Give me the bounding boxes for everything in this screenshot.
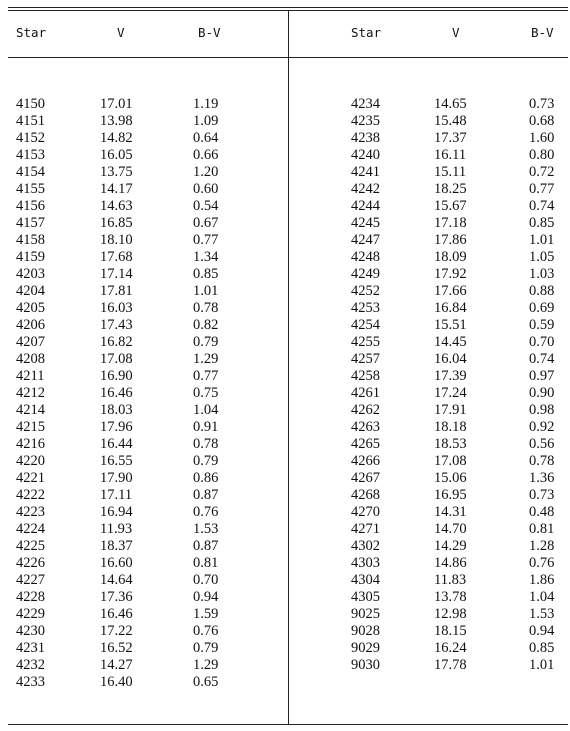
bv-color-cell: 1.29 [193, 351, 219, 367]
bv-color-cell: 1.03 [529, 266, 555, 282]
bv-color-cell: 1.01 [529, 232, 555, 248]
bv-color-cell: 0.74 [529, 351, 555, 367]
bv-color-cell: 1.53 [529, 606, 555, 622]
bv-color-cell: 0.94 [529, 623, 555, 639]
table-row [289, 368, 570, 385]
v-mag-cell: 17.22 [100, 623, 133, 639]
table-row [0, 504, 288, 521]
bv-color-cell: 1.09 [193, 113, 219, 129]
v-mag-cell: 17.24 [434, 385, 467, 401]
v-mag-cell: 18.25 [434, 181, 467, 197]
v-mag-cell: 16.05 [100, 147, 133, 163]
v-mag-cell: 18.53 [434, 436, 467, 452]
table-row [0, 657, 288, 674]
table-row [0, 640, 288, 657]
star-id-cell: 4206 [16, 317, 45, 333]
bv-color-cell: 0.79 [193, 453, 219, 469]
bv-color-cell: 0.77 [193, 368, 219, 384]
v-mag-cell: 15.06 [434, 470, 467, 486]
table-row [289, 113, 570, 130]
v-mag-cell: 18.09 [434, 249, 467, 265]
bv-color-cell: 0.67 [193, 215, 219, 231]
table-row [289, 198, 570, 215]
bv-color-cell: 0.98 [529, 402, 555, 418]
star-id-cell: 4231 [16, 640, 45, 656]
v-mag-cell: 17.92 [434, 266, 467, 282]
table-row [289, 334, 570, 351]
bv-color-cell: 0.81 [529, 521, 555, 537]
table-row [289, 283, 570, 300]
star-id-cell: 4152 [16, 130, 45, 146]
table-row [0, 96, 288, 113]
star-id-cell: 4261 [351, 385, 380, 401]
v-mag-cell: 17.66 [434, 283, 467, 299]
v-mag-cell: 17.96 [100, 419, 133, 435]
header-v-right: V [452, 25, 460, 40]
bv-color-cell: 1.28 [529, 538, 555, 554]
v-mag-cell: 16.95 [434, 487, 467, 503]
bv-color-cell: 0.86 [193, 470, 219, 486]
v-mag-cell: 16.60 [100, 555, 133, 571]
bv-color-cell: 0.92 [529, 419, 555, 435]
v-mag-cell: 16.46 [100, 606, 133, 622]
table-row [0, 589, 288, 606]
star-id-cell: 4265 [351, 436, 380, 452]
v-mag-cell: 17.08 [100, 351, 133, 367]
table-row [289, 606, 570, 623]
bv-color-cell: 0.70 [193, 572, 219, 588]
bv-color-cell: 0.76 [193, 623, 219, 639]
bv-color-cell: 0.79 [193, 640, 219, 656]
star-id-cell: 4263 [351, 419, 380, 435]
star-id-cell: 4245 [351, 215, 380, 231]
table-row [0, 623, 288, 640]
v-mag-cell: 13.75 [100, 164, 133, 180]
v-mag-cell: 14.27 [100, 657, 133, 673]
star-id-cell: 4227 [16, 572, 45, 588]
bv-color-cell: 0.77 [529, 181, 555, 197]
star-id-cell: 4153 [16, 147, 45, 163]
bv-color-cell: 1.59 [193, 606, 219, 622]
v-mag-cell: 16.90 [100, 368, 133, 384]
header-star-right: Star [351, 25, 382, 40]
bv-color-cell: 0.69 [529, 300, 555, 316]
v-mag-cell: 14.86 [434, 555, 467, 571]
v-mag-cell: 18.15 [434, 623, 467, 639]
v-mag-cell: 14.31 [434, 504, 467, 520]
v-mag-cell: 15.11 [434, 164, 467, 180]
bv-color-cell: 0.65 [193, 674, 219, 690]
bv-color-cell: 0.85 [529, 640, 555, 656]
bv-color-cell: 0.66 [193, 147, 219, 163]
v-mag-cell: 15.51 [434, 317, 467, 333]
header-bv-right: B-V [531, 25, 554, 40]
table-row [289, 96, 570, 113]
table-row [289, 232, 570, 249]
bv-color-cell: 0.56 [529, 436, 555, 452]
bv-color-cell: 0.87 [193, 538, 219, 554]
left-column-group [0, 96, 288, 691]
star-id-cell: 4302 [351, 538, 380, 554]
bv-color-cell: 0.78 [193, 300, 219, 316]
star-id-cell: 4156 [16, 198, 45, 214]
v-mag-cell: 17.14 [100, 266, 133, 282]
table-row [289, 385, 570, 402]
star-id-cell: 4240 [351, 147, 380, 163]
table-row [289, 130, 570, 147]
bv-color-cell: 0.82 [193, 317, 219, 333]
table-row [289, 453, 570, 470]
bv-color-cell: 0.87 [193, 487, 219, 503]
star-id-cell: 4208 [16, 351, 45, 367]
table-row [289, 640, 570, 657]
table-row [289, 538, 570, 555]
v-mag-cell: 13.78 [434, 589, 467, 605]
star-id-cell: 4225 [16, 538, 45, 554]
star-id-cell: 4234 [351, 96, 380, 112]
v-mag-cell: 14.64 [100, 572, 133, 588]
star-id-cell: 4253 [351, 300, 380, 316]
table-row [0, 402, 288, 419]
bv-color-cell: 0.94 [193, 589, 219, 605]
bv-color-cell: 0.76 [193, 504, 219, 520]
bv-color-cell: 0.88 [529, 283, 555, 299]
star-id-cell: 4222 [16, 487, 45, 503]
v-mag-cell: 16.55 [100, 453, 133, 469]
table-row [289, 266, 570, 283]
star-id-cell: 4224 [16, 521, 45, 537]
bv-color-cell: 1.34 [193, 249, 219, 265]
header-rule [8, 57, 568, 58]
star-id-cell: 4267 [351, 470, 380, 486]
star-id-cell: 4212 [16, 385, 45, 401]
star-id-cell: 4303 [351, 555, 380, 571]
v-mag-cell: 14.45 [434, 334, 467, 350]
bv-color-cell: 1.19 [193, 96, 219, 112]
table-row [0, 487, 288, 504]
star-id-cell: 4242 [351, 181, 380, 197]
v-mag-cell: 13.98 [100, 113, 133, 129]
v-mag-cell: 18.18 [434, 419, 467, 435]
star-id-cell: 4214 [16, 402, 45, 418]
v-mag-cell: 17.01 [100, 96, 133, 112]
star-id-cell: 4241 [351, 164, 380, 180]
bv-color-cell: 1.53 [193, 521, 219, 537]
bv-color-cell: 0.60 [193, 181, 219, 197]
v-mag-cell: 15.48 [434, 113, 467, 129]
bv-color-cell: 0.59 [529, 317, 555, 333]
star-id-cell: 4211 [16, 368, 45, 384]
v-mag-cell: 16.94 [100, 504, 133, 520]
star-id-cell: 4271 [351, 521, 380, 537]
table-row [0, 164, 288, 181]
v-mag-cell: 11.93 [100, 521, 133, 537]
bv-color-cell: 0.48 [529, 504, 555, 520]
star-id-cell: 9030 [351, 657, 380, 673]
star-id-cell: 4248 [351, 249, 380, 265]
bv-color-cell: 0.78 [193, 436, 219, 452]
star-id-cell: 4154 [16, 164, 45, 180]
table-row [0, 181, 288, 198]
bv-color-cell: 0.70 [529, 334, 555, 350]
v-mag-cell: 16.04 [434, 351, 467, 367]
table-row [0, 300, 288, 317]
header-v-left: V [117, 25, 125, 40]
star-id-cell: 4158 [16, 232, 45, 248]
table-row [289, 436, 570, 453]
bv-color-cell: 0.90 [529, 385, 555, 401]
table-row [0, 555, 288, 572]
table-row [0, 674, 288, 691]
v-mag-cell: 16.52 [100, 640, 133, 656]
table-row [289, 402, 570, 419]
table-row [0, 538, 288, 555]
star-id-cell: 4159 [16, 249, 45, 265]
v-mag-cell: 17.68 [100, 249, 133, 265]
table-row [289, 521, 570, 538]
star-id-cell: 4207 [16, 334, 45, 350]
v-mag-cell: 16.11 [434, 147, 467, 163]
table-row [289, 555, 570, 572]
v-mag-cell: 17.08 [434, 453, 467, 469]
bv-color-cell: 1.04 [529, 589, 555, 605]
bv-color-cell: 1.04 [193, 402, 219, 418]
bv-color-cell: 1.86 [529, 572, 555, 588]
star-id-cell: 4268 [351, 487, 380, 503]
bv-color-cell: 0.75 [193, 385, 219, 401]
star-id-cell: 4203 [16, 266, 45, 282]
bv-color-cell: 1.01 [529, 657, 555, 673]
table-row [0, 334, 288, 351]
table-row [289, 249, 570, 266]
star-id-cell: 4228 [16, 589, 45, 605]
bv-color-cell: 1.20 [193, 164, 219, 180]
v-mag-cell: 16.03 [100, 300, 133, 316]
table-row [0, 317, 288, 334]
bv-color-cell: 1.29 [193, 657, 219, 673]
star-id-cell: 4205 [16, 300, 45, 316]
table-row [289, 589, 570, 606]
v-mag-cell: 17.90 [100, 470, 133, 486]
bv-color-cell: 0.80 [529, 147, 555, 163]
table-header [0, 20, 570, 44]
bv-color-cell: 0.73 [529, 96, 555, 112]
star-id-cell: 4232 [16, 657, 45, 673]
star-id-cell: 4235 [351, 113, 380, 129]
v-mag-cell: 15.67 [434, 198, 467, 214]
table-row [0, 368, 288, 385]
star-id-cell: 4155 [16, 181, 45, 197]
v-mag-cell: 14.63 [100, 198, 133, 214]
table-row [289, 300, 570, 317]
table-row [0, 266, 288, 283]
header-bv-left: B-V [198, 25, 221, 40]
bv-color-cell: 0.81 [193, 555, 219, 571]
table-row [289, 470, 570, 487]
table-row [0, 198, 288, 215]
star-id-cell: 4305 [351, 589, 380, 605]
table-row [289, 504, 570, 521]
table-row [0, 470, 288, 487]
table-row [0, 215, 288, 232]
star-id-cell: 4216 [16, 436, 45, 452]
v-mag-cell: 16.44 [100, 436, 133, 452]
v-mag-cell: 14.65 [434, 96, 467, 112]
v-mag-cell: 16.85 [100, 215, 133, 231]
star-id-cell: 4157 [16, 215, 45, 231]
table-row [289, 181, 570, 198]
table-row [289, 215, 570, 232]
v-mag-cell: 17.11 [100, 487, 133, 503]
star-id-cell: 4223 [16, 504, 45, 520]
table-row [289, 487, 570, 504]
v-mag-cell: 11.83 [434, 572, 467, 588]
v-mag-cell: 17.86 [434, 232, 467, 248]
table-row [289, 657, 570, 674]
v-mag-cell: 16.46 [100, 385, 133, 401]
v-mag-cell: 17.36 [100, 589, 133, 605]
star-id-cell: 4150 [16, 96, 45, 112]
bv-color-cell: 0.76 [529, 555, 555, 571]
v-mag-cell: 14.17 [100, 181, 133, 197]
bv-color-cell: 0.73 [529, 487, 555, 503]
v-mag-cell: 16.82 [100, 334, 133, 350]
v-mag-cell: 14.82 [100, 130, 133, 146]
table-row [289, 623, 570, 640]
bv-color-cell: 1.01 [193, 283, 219, 299]
v-mag-cell: 18.37 [100, 538, 133, 554]
star-id-cell: 4258 [351, 368, 380, 384]
table-row [0, 419, 288, 436]
bv-color-cell: 0.91 [193, 419, 219, 435]
table-row [289, 147, 570, 164]
star-id-cell: 4238 [351, 130, 380, 146]
star-id-cell: 9028 [351, 623, 380, 639]
bv-color-cell: 0.77 [193, 232, 219, 248]
table-row [0, 249, 288, 266]
table-row [0, 232, 288, 249]
star-id-cell: 9025 [351, 606, 380, 622]
table-row [0, 113, 288, 130]
bv-color-cell: 0.74 [529, 198, 555, 214]
table-row [0, 572, 288, 589]
v-mag-cell: 18.10 [100, 232, 133, 248]
table-row [0, 606, 288, 623]
right-column-group [289, 96, 570, 674]
star-id-cell: 4204 [16, 283, 45, 299]
table-row [0, 453, 288, 470]
star-id-cell: 4220 [16, 453, 45, 469]
v-mag-cell: 16.84 [434, 300, 467, 316]
bv-color-cell: 1.36 [529, 470, 555, 486]
bv-color-cell: 0.85 [529, 215, 555, 231]
star-id-cell: 4249 [351, 266, 380, 282]
header-star-left: Star [16, 25, 47, 40]
table-row [0, 436, 288, 453]
top-rule [8, 7, 568, 8]
star-id-cell: 4151 [16, 113, 45, 129]
star-id-cell: 4270 [351, 504, 380, 520]
table-row [0, 351, 288, 368]
table-row [0, 130, 288, 147]
v-mag-cell: 17.37 [434, 130, 467, 146]
v-mag-cell: 14.29 [434, 538, 467, 554]
bv-color-cell: 0.97 [529, 368, 555, 384]
bv-color-cell: 0.79 [193, 334, 219, 350]
bv-color-cell: 1.60 [529, 130, 555, 146]
star-id-cell: 4230 [16, 623, 45, 639]
star-id-cell: 4215 [16, 419, 45, 435]
bv-color-cell: 0.72 [529, 164, 555, 180]
star-id-cell: 4229 [16, 606, 45, 622]
table-row [289, 572, 570, 589]
star-id-cell: 4226 [16, 555, 45, 571]
v-mag-cell: 17.18 [434, 215, 467, 231]
star-id-cell: 4304 [351, 572, 380, 588]
star-id-cell: 4221 [16, 470, 45, 486]
v-mag-cell: 17.81 [100, 283, 133, 299]
bv-color-cell: 0.68 [529, 113, 555, 129]
v-mag-cell: 17.91 [434, 402, 467, 418]
v-mag-cell: 16.40 [100, 674, 133, 690]
star-id-cell: 4262 [351, 402, 380, 418]
star-id-cell: 9029 [351, 640, 380, 656]
star-id-cell: 4244 [351, 198, 380, 214]
star-id-cell: 4266 [351, 453, 380, 469]
table-row [0, 283, 288, 300]
star-id-cell: 4252 [351, 283, 380, 299]
star-id-cell: 4257 [351, 351, 380, 367]
v-mag-cell: 17.78 [434, 657, 467, 673]
table-row [289, 419, 570, 436]
v-mag-cell: 12.98 [434, 606, 467, 622]
star-id-cell: 4247 [351, 232, 380, 248]
table-row [0, 147, 288, 164]
v-mag-cell: 17.39 [434, 368, 467, 384]
bv-color-cell: 0.85 [193, 266, 219, 282]
star-id-cell: 4255 [351, 334, 380, 350]
star-id-cell: 4233 [16, 674, 45, 690]
v-mag-cell: 17.43 [100, 317, 133, 333]
table-row [0, 385, 288, 402]
table-row [289, 164, 570, 181]
table-row [289, 351, 570, 368]
v-mag-cell: 18.03 [100, 402, 133, 418]
v-mag-cell: 16.24 [434, 640, 467, 656]
bv-color-cell: 0.54 [193, 198, 219, 214]
bv-color-cell: 1.05 [529, 249, 555, 265]
table-row [0, 521, 288, 538]
star-id-cell: 4254 [351, 317, 380, 333]
table-row [289, 317, 570, 334]
bv-color-cell: 0.78 [529, 453, 555, 469]
v-mag-cell: 14.70 [434, 521, 467, 537]
bottom-rule [8, 724, 568, 725]
bv-color-cell: 0.64 [193, 130, 219, 146]
